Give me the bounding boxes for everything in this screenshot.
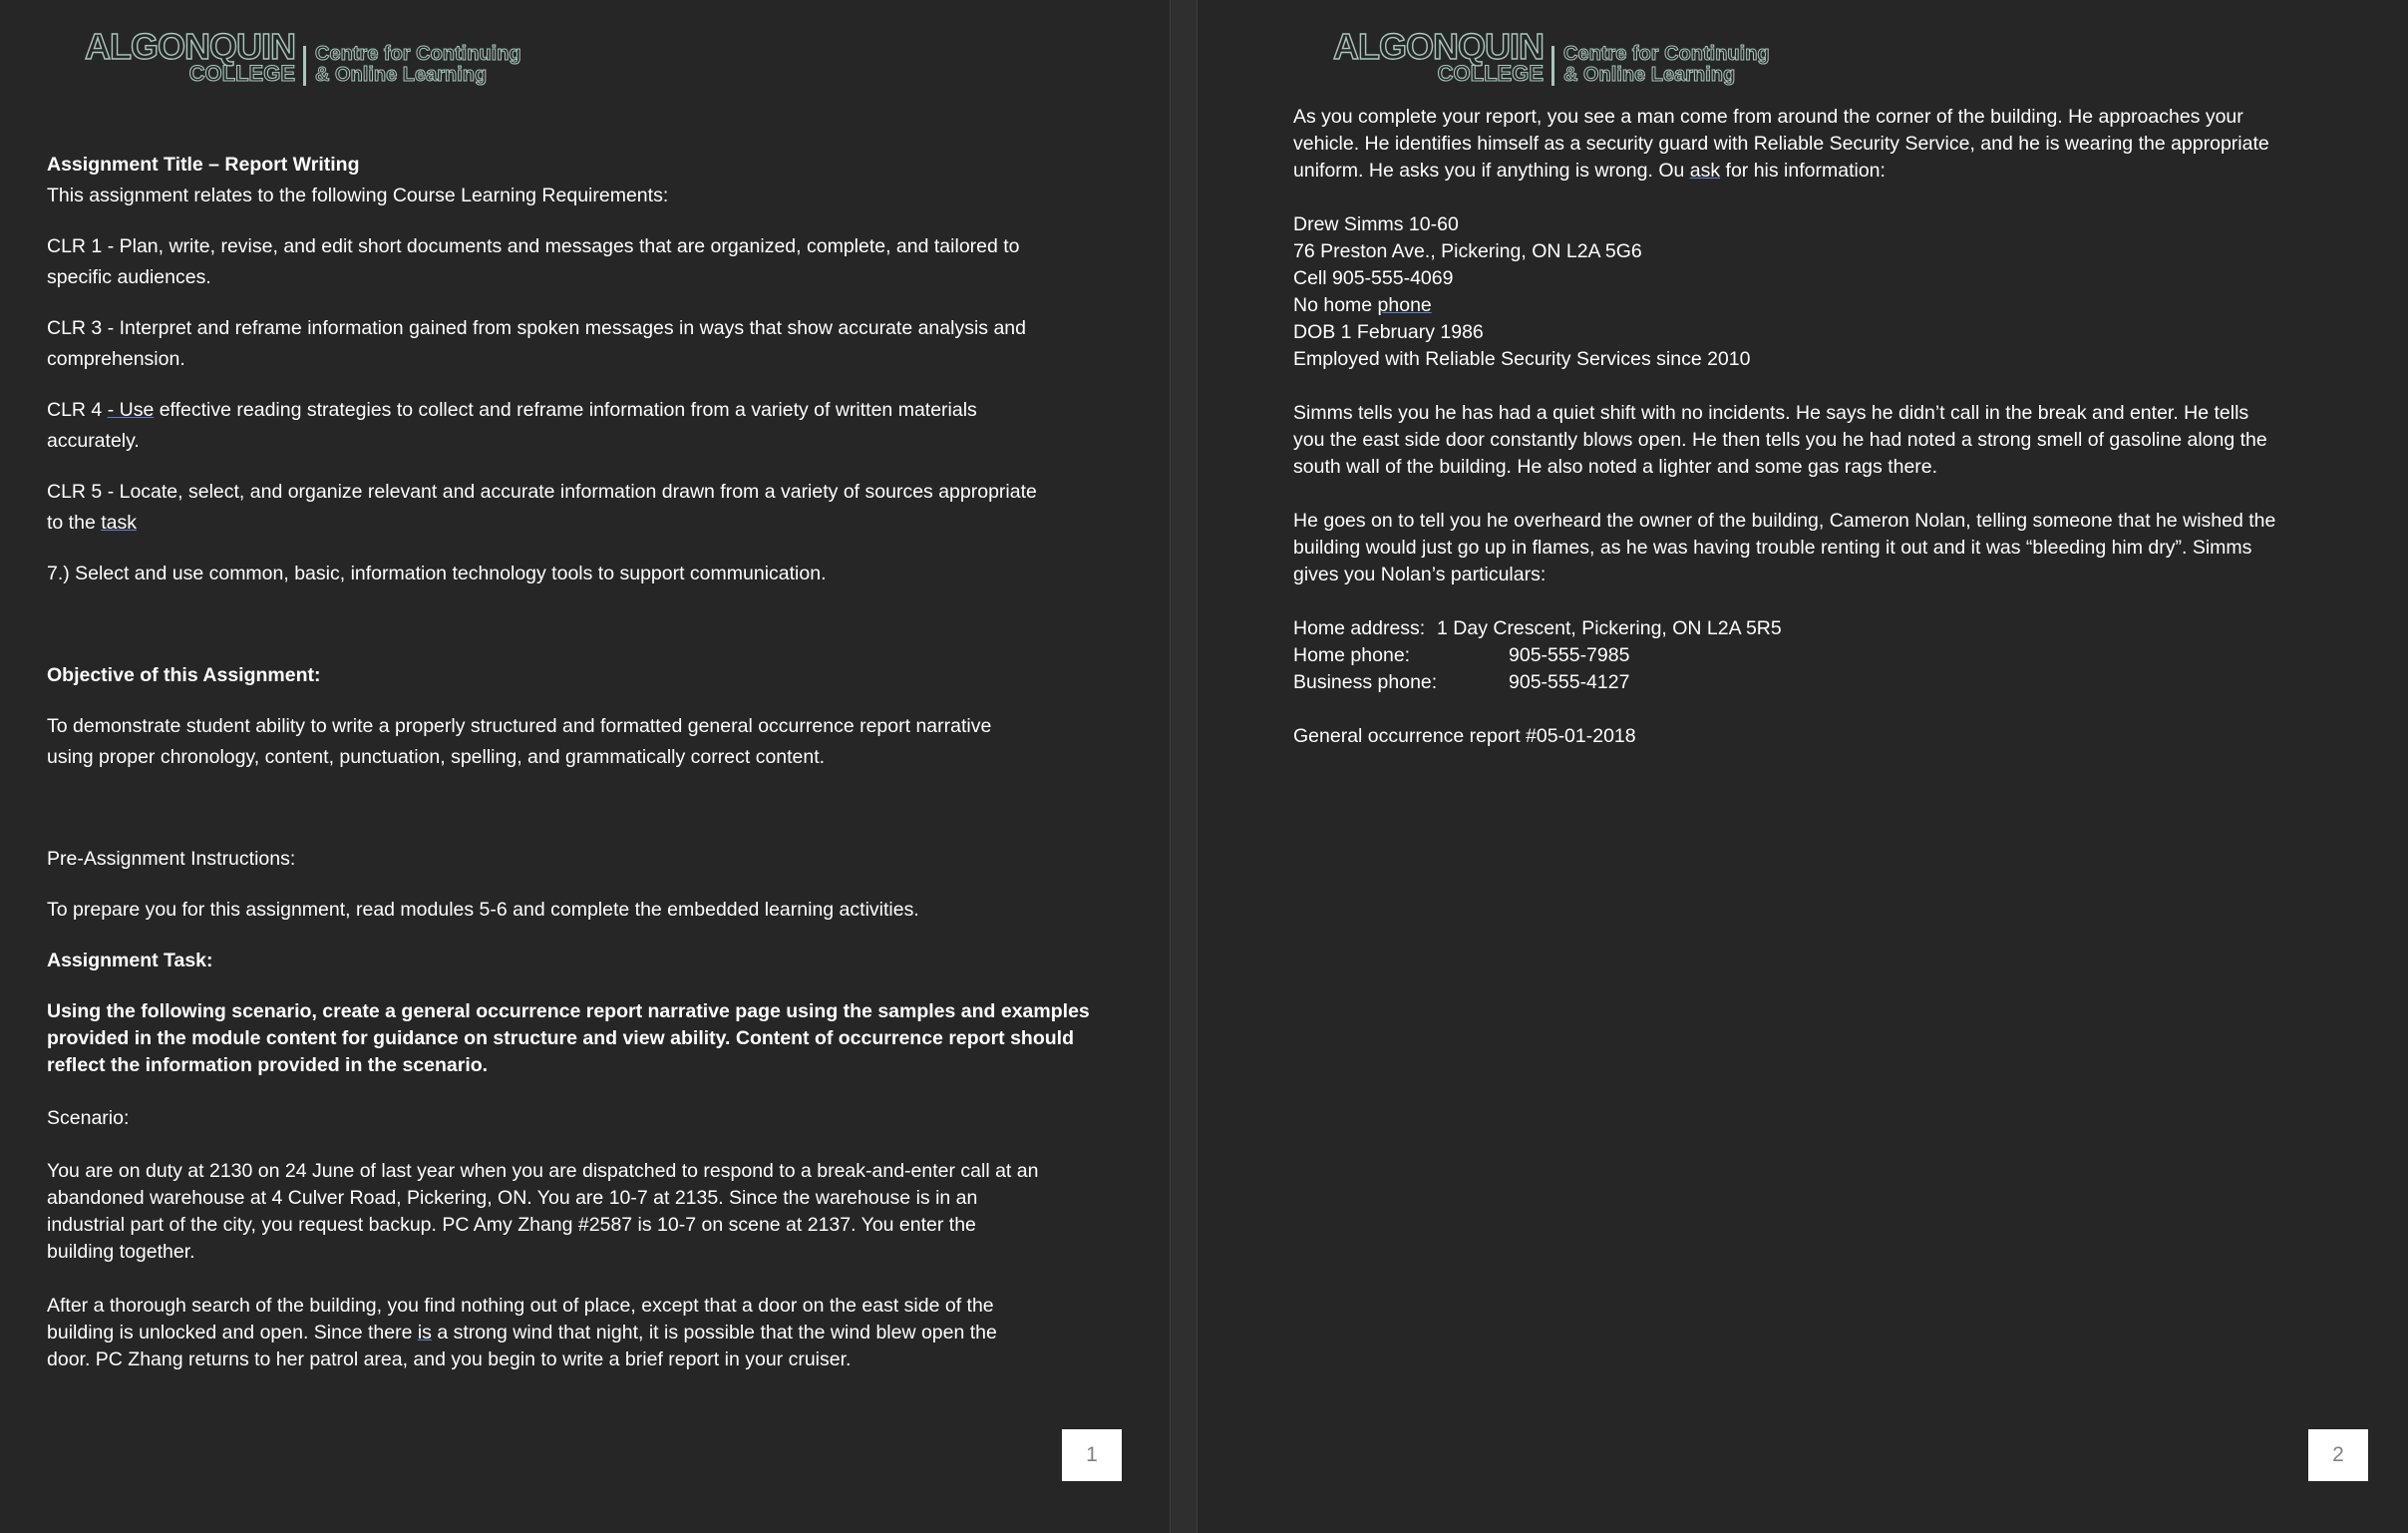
logo-subtitle-line1: Centre for Continuing xyxy=(1563,43,1770,65)
scenario2-line1: After a thorough search of the building, you find nothing out of place, except that a door on the east side of the xyxy=(47,1295,994,1317)
clr1-line2: specific audiences. xyxy=(47,266,211,288)
simms-line2: you the east side door constantly blows open. He then tells you he had noted a strong smell of gasoline along the xyxy=(1293,429,2267,451)
task-line1: Using the following scenario, create a general occurrence report narrative page using the samples and examples xyxy=(47,1000,1090,1022)
clr5-flagged-text[interactable]: task xyxy=(101,512,137,534)
nolan-home-address xyxy=(1293,615,2370,642)
page-number-1: 1 xyxy=(1062,1429,1122,1481)
clr5-line2 xyxy=(47,510,1124,537)
scenario2-line2 xyxy=(47,1320,1124,1346)
pre-assignment-heading: Pre-Assignment Instructions: xyxy=(47,848,296,870)
logo-brand xyxy=(64,28,295,84)
scenario2-flagged-text[interactable]: is xyxy=(417,1322,432,1343)
guard-address: 76 Preston Ave., Pickering, ON L2A 5G6 xyxy=(1293,240,1642,262)
intro-line1: As you complete your report, you see a man come from around the corner of the building. He approaches your xyxy=(1293,106,2243,128)
logo-brand-line1: ALGONQUIN xyxy=(1333,26,1544,67)
task-heading: Assignment Task: xyxy=(47,950,213,971)
report-number: General occurrence report #05-01-2018 xyxy=(1293,725,1636,747)
intro-line3 xyxy=(1293,158,2370,185)
clr4-rest: effective reading strategies to collect and reframe information from a variety of written materials xyxy=(154,399,977,421)
logo-brand-line1: ALGONQUIN xyxy=(85,26,295,67)
home-address-value: 1 Day Crescent, Pickering, ON L2A 5R5 xyxy=(1437,617,1782,639)
task-line2: provided in the module content for guidance on structure and view ability. Content of occurrence report should xyxy=(47,1027,1074,1049)
objective-line2: using proper chronology, content, punctuation, spelling, and grammatically correct content. xyxy=(47,746,826,768)
scenario2-prefix: building is unlocked and open. Since there xyxy=(47,1322,418,1343)
clr4-flagged-text[interactable]: - Use xyxy=(107,399,155,421)
guard-name: Drew Simms 10-60 xyxy=(1293,213,1459,235)
intro-flagged-text[interactable]: ask xyxy=(1689,160,1721,182)
intro-prefix: uniform. He asks you if anything is wrong. Ou xyxy=(1293,160,1690,182)
document-page-1 xyxy=(0,0,1170,1533)
simms-line3: south wall of the building. He also noted a lighter and some gas rags there. xyxy=(1293,456,1938,478)
clr1-line1: CLR 1 - Plan, write, revise, and edit short documents and messages that are organized, complete, and tailored to xyxy=(47,235,1020,257)
logo-subtitle-line1: Centre for Continuing xyxy=(315,43,521,65)
objective-line1: To demonstrate student ability to write a properly structured and formatted general occurrence report narrative xyxy=(47,715,992,737)
pre-assignment-text: To prepare you for this assignment, read modules 5-6 and complete the embedded learning activities. xyxy=(47,899,919,921)
intro-line2: vehicle. He identifies himself as a security guard with Reliable Security Service, and he is wearing the appropriate xyxy=(1293,133,2269,155)
scenario2-line3: door. PC Zhang returns to her patrol area, and you begin to write a brief report in your cruiser. xyxy=(47,1348,852,1370)
clr4-prefix: CLR 4 xyxy=(47,399,108,421)
clr3-line1: CLR 3 - Interpret and reframe information gained from spoken messages in ways that show accurate analysis and xyxy=(47,317,1026,339)
scenario1-line3: industrial part of the city, you request backup. PC Amy Zhang #2587 is 10-7 on scene at 2137. You enter the xyxy=(47,1214,976,1236)
intro-rest: for his information: xyxy=(1720,160,1886,182)
logo-divider xyxy=(303,46,306,86)
simms-line1: Simms tells you he has had a quiet shift with no incidents. He says he didn’t call in the break and enter. He tells xyxy=(1293,402,2249,424)
owner-line1: He goes on to tell you he overheard the owner of the building, Cameron Nolan, telling someone that he wished the xyxy=(1293,510,2276,532)
item7: 7.) Select and use common, basic, information technology tools to support communication. xyxy=(47,563,827,584)
logo-subtitle xyxy=(315,44,521,86)
page2-body xyxy=(1293,104,2370,750)
nolan-business-phone xyxy=(1293,669,2370,696)
logo-brand-line2: COLLEGE xyxy=(1437,61,1544,86)
logo-subtitle-line2: & Online Learning xyxy=(1563,64,1736,86)
page1-body xyxy=(47,152,1124,1373)
scenario2-rest: a strong wind that night, it is possible that the wind blew open the xyxy=(431,1322,997,1343)
guard-home-prefix: No home xyxy=(1293,294,1378,316)
guard-dob: DOB 1 February 1986 xyxy=(1293,321,1484,343)
logo-divider xyxy=(1551,46,1554,86)
scenario1-line1: You are on duty at 2130 on 24 June of last year when you are dispatched to respond to a break-and-enter call at an xyxy=(47,1160,1039,1182)
task-line3: reflect the information provided in the scenario. xyxy=(47,1054,489,1076)
owner-line2: building would just go up in flames, as he was having trouble renting it out and it was “bleeding him dry”. Simms xyxy=(1293,537,2252,559)
business-phone-value: 905-555-4127 xyxy=(1509,671,1630,693)
page-gutter xyxy=(1170,0,1198,1533)
clr5-prefix: to the xyxy=(47,512,102,534)
home-phone-value: 905-555-7985 xyxy=(1509,644,1630,666)
logo-subtitle-2 xyxy=(1563,44,1770,86)
document-page-2 xyxy=(1198,0,2408,1533)
clr4-line2: accurately. xyxy=(47,430,140,452)
logo-brand-line2: COLLEGE xyxy=(188,61,295,86)
clr3-line2: comprehension. xyxy=(47,348,185,370)
logo-subtitle-line2: & Online Learning xyxy=(315,64,488,86)
clr-intro: This assignment relates to the following Course Learning Requirements: xyxy=(47,185,669,206)
guard-home-phone xyxy=(1293,292,2370,319)
guard-employed: Employed with Reliable Security Services since 2010 xyxy=(1293,348,1751,370)
objective-heading: Objective of this Assignment: xyxy=(47,664,321,686)
scenario-heading: Scenario: xyxy=(47,1107,130,1129)
clr4-line1 xyxy=(47,397,1124,424)
scenario1-line4: building together. xyxy=(47,1241,195,1263)
nolan-home-phone xyxy=(1293,642,2370,669)
home-address-label: Home address: xyxy=(1293,617,1426,639)
home-phone-label: Home phone: xyxy=(1293,644,1411,666)
guard-home-flagged-text[interactable]: phone xyxy=(1377,294,1432,316)
business-phone-label: Business phone: xyxy=(1293,671,1438,693)
guard-cell: Cell 905-555-4069 xyxy=(1293,267,1454,289)
scenario1-line2: abandoned warehouse at 4 Culver Road, Pickering, ON. You are 10-7 at 2135. Since the warehouse is in an xyxy=(47,1187,978,1209)
clr5-line1: CLR 5 - Locate, select, and organize relevant and accurate information drawn from a variety of sources appropriate xyxy=(47,481,1037,503)
owner-line3: gives you Nolan’s particulars: xyxy=(1293,564,1547,585)
page-number-2: 2 xyxy=(2308,1429,2368,1481)
logo-brand-2 xyxy=(1312,28,1544,84)
assignment-title: Assignment Title – Report Writing xyxy=(47,154,360,176)
